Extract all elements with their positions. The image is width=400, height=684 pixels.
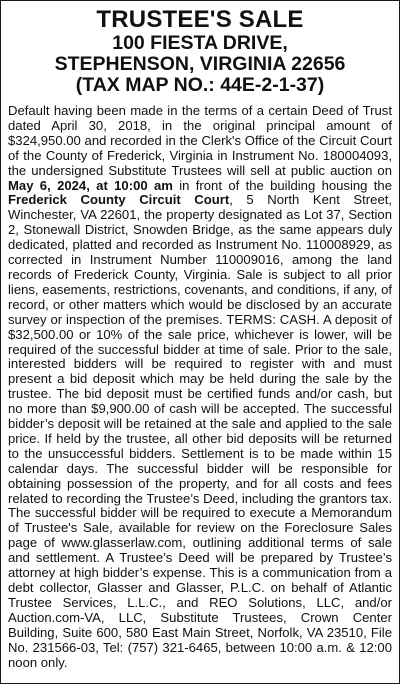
body-text-part-2: in front of the building housing the <box>172 177 392 193</box>
body-text-part-1: Default having been made in the terms of a certain Deed of Trust dated April 30, 2018, in the original principal amount of $324,950.00 and recorded in the Clerk's Office of the Circuit Court of the County of Frederick, Virginia in Instrument No. 180004093, the undersigned Substitute Trustees will sell at public auction on <box>8 103 392 178</box>
notice-header <box>7 7 393 96</box>
sale-location: Frederick County Circuit Court <box>8 192 230 208</box>
body-text-part-3: , 5 North Kent Street, Winchester, VA 22601, the property designated as Lot 37, Section 2, Stonewall District, Snowden Bridge, as the same appears duly dedicated, platted and recorded as Instrument No. 110008929, as corrected in Instrument Number 110009016, among the land records of Frederick County, Virginia. Sale is subject to all prior liens, easements, restrictions, covenants, and conditions, if any, of record, or other matters which would be disclosed by an accurate survey or inspection of the premises. TERMS: CASH. A deposit of $32,500.00 or 10% of the sale price, whichever is lower, will be required of the successful bidder at time of sale. Prior to the sale, interested bidders will be required to register with and must present a bid deposit which may be held during the sale by the trustee. The bid deposit must be certified funds and/or cash, but no more than $9,900.00 of cash will be accepted. The successful bidder’s deposit will be retained at the sale and applied to the sale price. If held by the trustee, all other bid deposits will be returned to the unsuccessful bidders. Settlement is to be made within 15 calendar days. The successful bidder will be responsible for obtaining possession of the property, and for all costs and fees related to recording the Trustee’s Deed, including the grantors tax. The successful bidder will be required to execute a Memorandum of Trustee's Sale, available for review on the Foreclosure Sales page of www.glasserlaw.com, outlining additional terms of sale and settlement. A Trustee’s Deed will be prepared by Trustee’s attorney at high bidder’s expense. This is a communication from a debt collector, Glasser and Glasser, P.L.C. on behalf of Atlantic Trustee Services, L.L.C., and REO Solutions, LLC, and/or Auction.com-VA, LLC, Substitute Trustees, Crown Center Building, Suite 600, 580 East Main Street, Norfolk, VA 23510, File No. 231566-03, Tel: (757) 321-6465, between 10:00 a.m. & 12:00 noon only. <box>8 192 393 670</box>
property-city: STEPHENSON, VIRGINIA 22656 <box>54 53 346 75</box>
notice-body <box>7 104 393 670</box>
sale-date: May 6, 2024, at 10:00 am <box>8 177 173 193</box>
notice-title: TRUSTEE'S SALE <box>96 6 304 33</box>
tax-map-number: (TAX MAP NO.: 44E-2-1-37) <box>75 74 325 96</box>
property-address: 100 FIESTA DRIVE, <box>112 32 288 54</box>
